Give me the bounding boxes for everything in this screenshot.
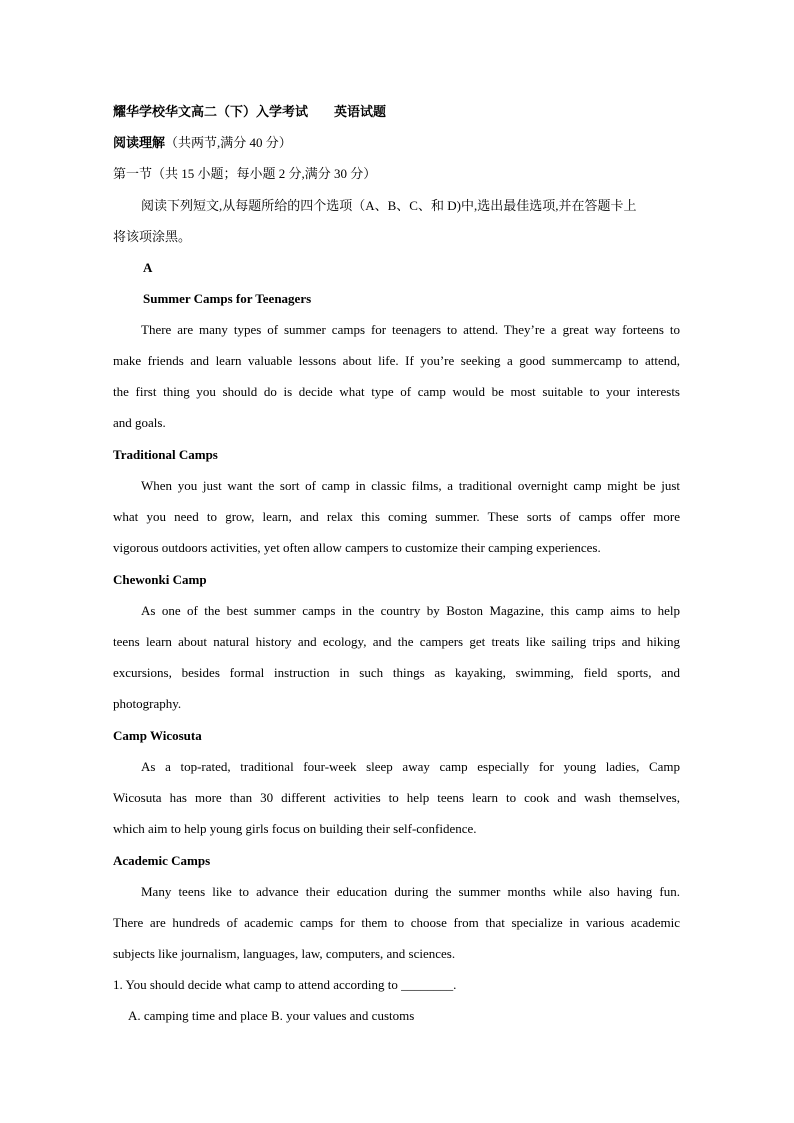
passage-label: A: [143, 260, 153, 275]
wicosuta-line-1: As a top-rated, traditional four-week sleep away camp especially for young ladies, Camp: [141, 759, 680, 774]
subsection-heading: 第一节（共 15 小题；每小题 2 分,满分 30 分）: [113, 166, 377, 181]
heading-camp-wicosuta: Camp Wicosuta: [113, 728, 202, 743]
part-title: 阅读理解: [113, 135, 166, 150]
part-heading: [113, 134, 680, 152]
chewonki-line-3: excursions, besides formal instruction in such things as kayaking, swimming, field sports, and: [113, 665, 680, 680]
heading-chewonki-camp: Chewonki Camp: [113, 572, 207, 587]
intro-line-2: make friends and learn valuable lessons about life. If you’re seeking a good summercamp to attend,: [113, 353, 680, 368]
traditional-line-1: When you just want the sort of camp in classic films, a traditional overnight camp might be just: [141, 478, 680, 493]
exam-title-school: 耀华学校华文高二（下）入学考试: [113, 104, 309, 119]
exam-title: [113, 103, 680, 121]
question-1-stem: 1. You should decide what camp to attend according to ________.: [113, 977, 457, 992]
heading-academic-camps: Academic Camps: [113, 853, 211, 868]
instruction-line-1: 阅读下列短文,从每题所给的四个选项（A、B、C、和 D)中,选出最佳选项,并在答题卡上: [141, 198, 637, 213]
wicosuta-line-2: Wicosuta has more than 30 different activities to help teens learn to cook and wash themselves,: [113, 790, 680, 805]
intro-line-3: the first thing you should do is decide what type of camp would be most suitable to your interests: [113, 384, 680, 399]
exam-title-subject: 英语试题: [334, 104, 387, 119]
chewonki-line-1: As one of the best summer camps in the country by Boston Magazine, this camp aims to help: [141, 603, 680, 618]
question-1-options: A. camping time and place B. your values and customs: [128, 1008, 415, 1023]
chewonki-line-4: photography.: [113, 696, 182, 711]
academic-line-3: subjects like journalism, languages, law, computers, and sciences.: [113, 946, 456, 961]
part-note: （共两节,满分 40 分）: [165, 135, 292, 150]
academic-line-2: There are hundreds of academic camps for them to choose from that specialize in various academic: [113, 915, 680, 930]
heading-traditional-camps: Traditional Camps: [113, 447, 218, 462]
traditional-line-2: what you need to grow, learn, and relax this coming summer. These sorts of camps offer more: [113, 509, 680, 524]
wicosuta-line-3: which aim to help young girls focus on building their self-confidence.: [113, 821, 477, 836]
traditional-line-3: vigorous outdoors activities, yet often allow campers to customize their camping experiences.: [113, 540, 601, 555]
chewonki-line-2: teens learn about natural history and ecology, and the campers get treats like sailing trips and hiking: [113, 634, 680, 649]
intro-line-4: and goals.: [113, 415, 166, 430]
passage-title: Summer Camps for Teenagers: [143, 291, 312, 306]
instruction-line-2: 将该项涂黑。: [113, 229, 192, 244]
intro-line-1: There are many types of summer camps for teenagers to attend. They’re a great way forteens to: [141, 322, 680, 337]
academic-line-1: Many teens like to advance their education during the summer months while also having fun.: [141, 884, 680, 899]
